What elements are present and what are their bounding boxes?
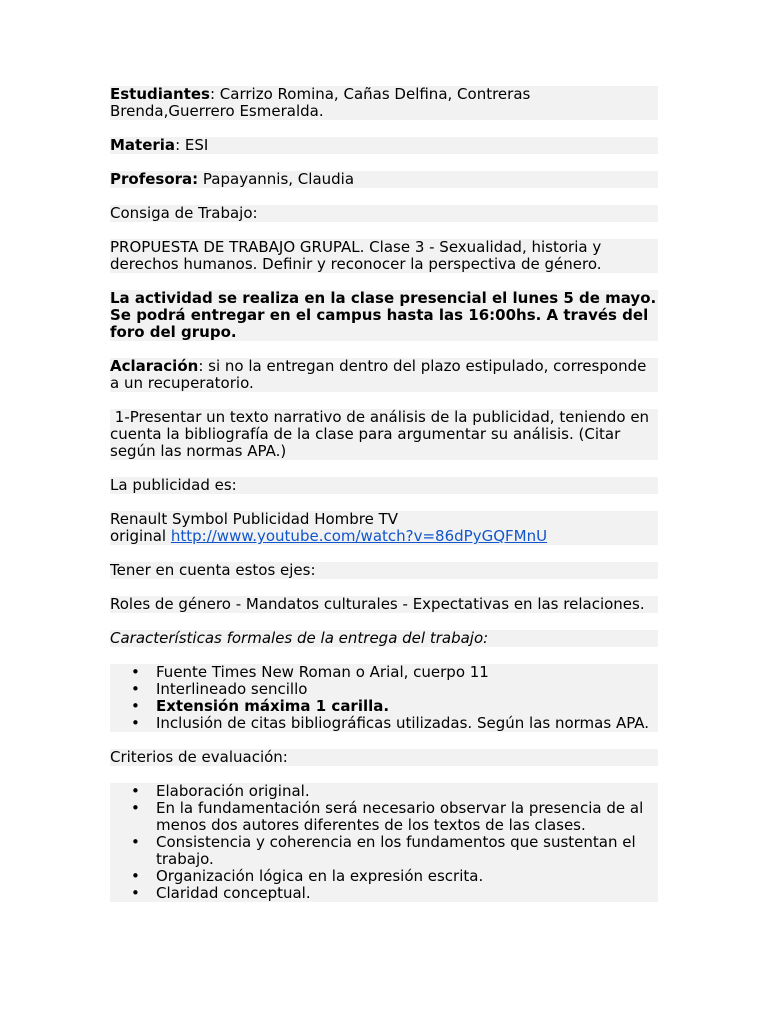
ad-paragraph <box>110 511 658 545</box>
list-item: • En la fundamentación será necesario observar la presencia de al menos dos autores diferentes de los textos de las clases. <box>110 800 658 834</box>
students-paragraph <box>110 86 658 120</box>
task-1-paragraph: 1-Presentar un texto narrativo de análisis de la publicidad, teniendo en cuenta la bibliografía de la clase para argumentar su análisis. (Citar según las normas APA.) <box>110 409 658 460</box>
formal-list <box>110 664 670 732</box>
ad-link[interactable]: http://www.youtube.com/watch?v=86dPyGQFMnU <box>170 527 548 545</box>
activity-note-text: La actividad se realiza en la clase presencial el lunes 5 de mayo. Se podrá entregar en el campus hasta las 16:00hs. A través del foro del grupo. <box>110 289 657 341</box>
list-item: • Organización lógica en la expresión escrita. <box>110 868 658 885</box>
ad-prefix: original <box>110 527 171 545</box>
ad-intro: La publicidad es: <box>110 477 658 494</box>
teacher-paragraph <box>110 171 658 188</box>
teacher-value: Papayannis, Claudia <box>198 170 355 188</box>
list-item <box>110 698 658 715</box>
list-item: • Fuente Times New Roman o Arial, cuerpo 11 <box>110 664 658 681</box>
list-item: • Interlineado sencillo <box>110 681 658 698</box>
list-item: • Consistencia y coherencia en los fundamentos que sustentan el trabajo. <box>110 834 658 868</box>
criteria-list <box>110 783 670 902</box>
axes-intro: Tener en cuenta estos ejes: <box>110 562 658 579</box>
axes-paragraph: Roles de género - Mandatos culturales - Expectativas en las relaciones. <box>110 596 658 613</box>
list-item-bold: Extensión máxima 1 carilla. <box>156 697 390 715</box>
criteria-heading: Criterios de evaluación: <box>110 749 658 766</box>
list-item: • Elaboración original. <box>110 783 658 800</box>
formal-heading <box>110 630 658 647</box>
subject-value: : ESI <box>175 136 209 154</box>
students-label: Estudiantes <box>110 85 210 103</box>
proposal-paragraph: PROPUESTA DE TRABAJO GRUPAL. Clase 3 - Sexualidad, historia y derechos humanos. Definir y reconocer la perspectiva de género. <box>110 239 658 273</box>
document-body <box>110 86 670 902</box>
list-item: • Inclusión de citas bibliográficas utilizadas. Según las normas APA. <box>110 715 658 732</box>
activity-note <box>110 290 658 341</box>
students-value: : Carrizo Romina, Cañas Delfina, Contreras Brenda,Guerrero Esmeralda. <box>110 85 531 120</box>
clarification-value: : si no la entregan dentro del plazo estipulado, corresponde a un recuperatorio. <box>110 357 647 392</box>
subject-label: Materia <box>110 136 176 154</box>
list-item: • Claridad conceptual. <box>110 885 658 902</box>
ad-title: Renault Symbol Publicidad Hombre TV <box>110 510 399 528</box>
clarification-paragraph <box>110 358 658 392</box>
assignment-heading: Consiga de Trabajo: <box>110 205 658 222</box>
teacher-label: Profesora: <box>110 170 199 188</box>
formal-heading-text: Características formales de la entrega del trabajo: <box>110 629 489 647</box>
spacer <box>110 732 670 749</box>
subject-paragraph <box>110 137 658 154</box>
clarification-label: Aclaración <box>110 357 199 375</box>
